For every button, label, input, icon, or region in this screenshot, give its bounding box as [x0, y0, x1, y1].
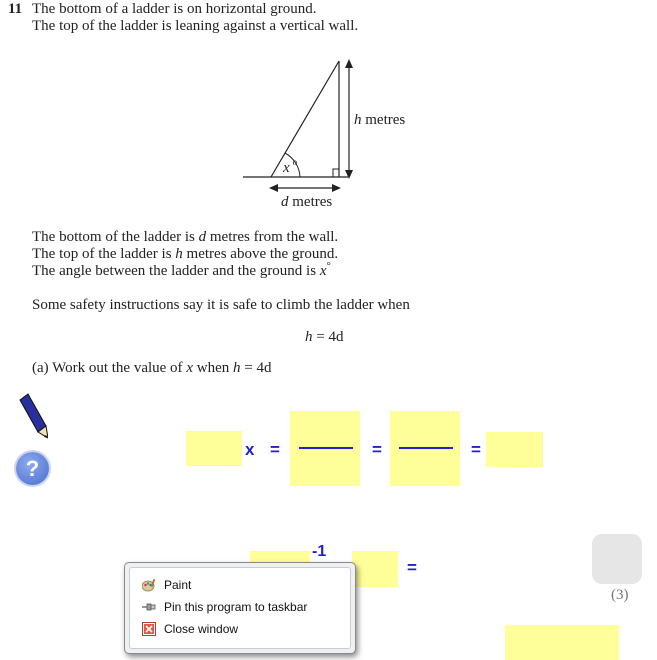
question-line-2: The top of the ladder is leaning against a vertical wall. [32, 18, 359, 34]
question-line-1: The bottom of a ladder is on horizontal ground. [32, 1, 317, 17]
menu-item-paint[interactable]: Paint [142, 575, 191, 595]
angle-var: x [283, 160, 290, 176]
question-number: 11 [8, 1, 23, 17]
right-angle-mark [333, 169, 339, 177]
nav-button[interactable] [592, 534, 642, 584]
pin-icon [142, 600, 156, 614]
equals-4: = [407, 558, 417, 577]
inverse-superscript: -1 [312, 543, 327, 560]
safety-text: Some safety instructions say it is safe to climb the ladder when [32, 297, 410, 313]
safety-equation: h = 4d [305, 329, 344, 345]
x-label: x [245, 440, 255, 459]
diagram-angle-label [283, 157, 298, 178]
menu-item-pin[interactable]: Pin this program to taskbar [142, 597, 307, 617]
diagram-d-label: d metres [281, 194, 333, 210]
pencil-icon[interactable] [16, 392, 48, 440]
part-a-prompt: (a) Work out the value of x when h = 4d [32, 360, 272, 376]
equals-3: = [471, 440, 481, 459]
equals-1: = [270, 440, 280, 459]
answer-box-2[interactable] [486, 432, 543, 467]
d-arrow-head-right [332, 184, 341, 192]
body-line-1: The bottom of the ladder is d metres from the wall. [32, 229, 339, 245]
context-menu-panel [129, 567, 351, 649]
fraction-line-1 [299, 447, 353, 449]
help-button[interactable]: ? [16, 452, 49, 485]
h-arrow-head-top [345, 59, 353, 68]
body-line-2: The top of the ladder is h metres above the ground. [32, 246, 339, 262]
diagram-h-label: h metres [354, 112, 406, 128]
marks-label: (3) [611, 587, 629, 603]
equals-2: = [372, 440, 382, 459]
answer-box-1[interactable] [186, 431, 242, 466]
d-arrow-head-left [269, 184, 278, 192]
angle-deg: o [292, 157, 298, 167]
fraction-line-2 [399, 447, 453, 449]
ladder-line [271, 61, 339, 177]
body-line-3: The angle between the ladder and the ground is x° [32, 260, 331, 279]
context-menu [124, 562, 356, 654]
menu-item-close[interactable]: Close window [142, 619, 238, 639]
final-answer-box[interactable] [505, 625, 619, 660]
close-icon [142, 622, 156, 636]
h-arrow-head-bottom [345, 170, 353, 179]
ladder-diagram [240, 55, 420, 215]
answer-box-4[interactable] [352, 551, 398, 587]
paint-icon [142, 578, 156, 592]
